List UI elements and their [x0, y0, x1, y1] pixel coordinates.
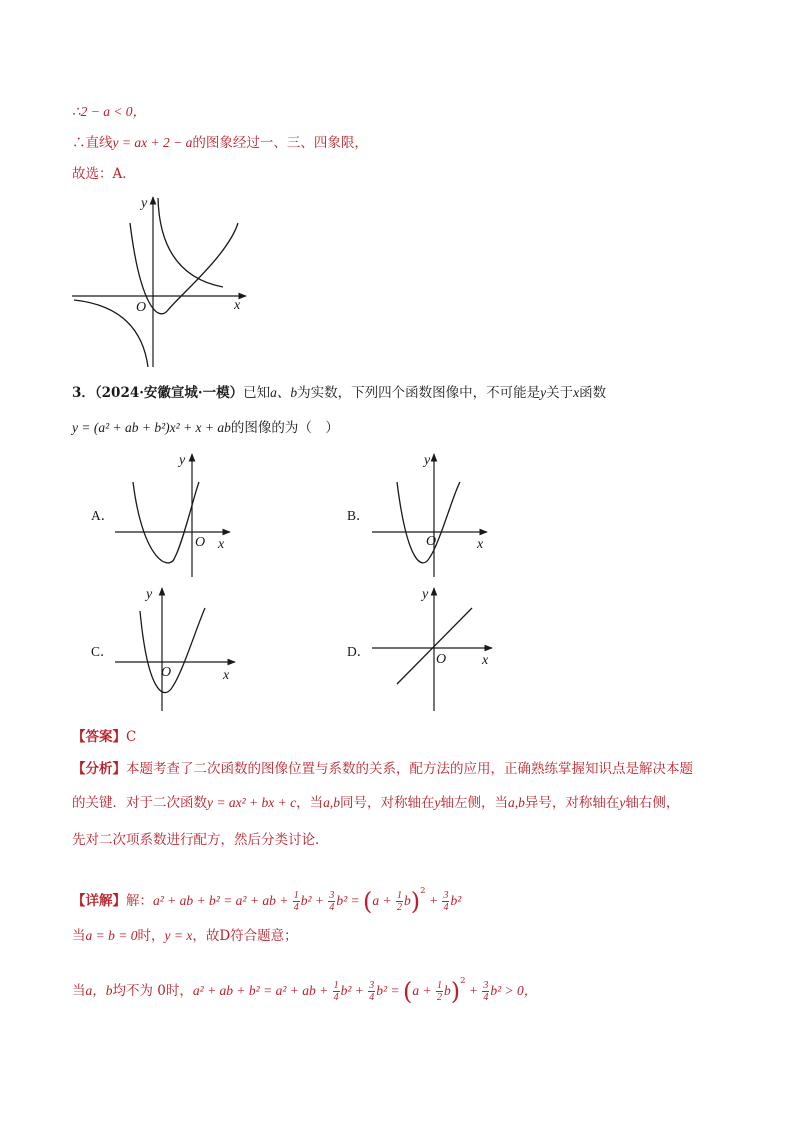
analysis-ab-2: a,b	[507, 795, 525, 810]
case1-d: D	[219, 928, 231, 944]
frac-den: 4	[293, 902, 299, 913]
question-3-stem	[72, 383, 606, 403]
detail-frac-2	[328, 890, 335, 913]
detail-paren-a: a +	[372, 893, 396, 908]
option-c-graph[interactable]	[115, 586, 240, 711]
line2-prefix: ∴直线	[72, 135, 113, 151]
detail-frac-half	[396, 890, 403, 913]
question-formula: y = (a² + ab + b²)x² + x + ab	[72, 420, 231, 435]
analysis-text-2f: 轴右侧，	[625, 795, 680, 811]
case2-frac-1	[333, 980, 340, 1003]
stem-vars: a、b	[270, 385, 298, 400]
option-c-label[interactable]: C．	[91, 644, 114, 659]
option-a-graph[interactable]	[115, 452, 235, 577]
question-tail: 的图像的为（ ）	[230, 420, 339, 436]
conclusion-line-1	[72, 102, 146, 122]
detail-tag: 【详解】	[72, 893, 126, 909]
case1-e: 符合题意；	[230, 928, 298, 944]
x-axis-label: x	[477, 537, 484, 552]
analysis-text-2d: 轴左侧，当	[440, 795, 508, 811]
case2-frac-2	[368, 980, 375, 1003]
case2-eq-mid2: b² =	[376, 983, 403, 998]
detail-paren-b: b	[404, 893, 411, 908]
choice-suffix: ．	[122, 166, 136, 182]
analysis-tag: 【分析】	[72, 761, 126, 777]
hyperbola-q1	[158, 198, 223, 287]
detail-eq-mid1: b² +	[300, 893, 328, 908]
analysis-text-2b: ，当	[296, 795, 324, 811]
stem-text-1: 已知	[243, 385, 271, 401]
detail-intro: 解：	[126, 893, 153, 909]
answer-line	[72, 727, 136, 747]
frac-den: 4	[369, 992, 375, 1003]
line2-formula: y = ax + 2 − a	[112, 135, 193, 150]
y-axis-label: y	[179, 453, 186, 468]
analysis-y-1: y	[434, 795, 441, 810]
frac-num: 1	[436, 980, 442, 991]
case2-a: 当	[72, 983, 86, 999]
option-d-graph[interactable]	[372, 586, 497, 711]
detail-line: 【详解】解：a² + ab + b² = a² + ab + $\frac{1}{4}$ b² + $\frac{3}{4}$ b² = (a + $\frac{1}{2}$ b)$^2$ + $\frac{3}{4}$ b²	[72, 886, 462, 916]
x-axis-label: x	[234, 298, 241, 313]
detail-eq-tail: b²	[450, 893, 462, 908]
answer-value: C	[126, 729, 137, 745]
question-3-formula-line	[72, 418, 339, 438]
frac-den: 2	[436, 992, 442, 1003]
y-axis-label: y	[424, 453, 431, 468]
choice-prefix: 故选：	[72, 166, 113, 182]
case2-paren-b: b	[443, 983, 451, 998]
frac-den: 4	[443, 902, 449, 913]
frac-num: 1	[397, 890, 403, 901]
analysis-text-2e: 异号，对称轴在	[524, 795, 620, 811]
frac-num: 1	[293, 890, 299, 901]
case1-b: 时，	[137, 928, 165, 944]
case2-eq-left: a² + ab + b² = a² + ab +	[192, 983, 332, 998]
detail-eq-mid2: b² =	[336, 893, 364, 908]
choice-answer: A	[112, 166, 123, 182]
parabola	[397, 482, 460, 563]
case1-result: y = x	[164, 928, 193, 943]
detail-eq-left: a² + ab + b² = a² + ab +	[153, 893, 292, 908]
option-a-label[interactable]: A．	[91, 508, 115, 523]
case2-b: 均不为 0时，	[112, 983, 193, 999]
analysis-formula: y = ax² + bx + c	[207, 795, 297, 810]
case-2-line: 当a，b均不为 0时，a² + ab + b² = a² + ab + $\frac{1}{4}$ b² + $\frac{3}{4}$ b² = (a + $\frac{1}{2}$ b)$^2$ + $\frac{3}{4}$ b² > 0，	[72, 976, 538, 1006]
option-b-label[interactable]: B．	[347, 508, 370, 523]
y-axis-label: y	[141, 196, 148, 211]
origin-label: O	[426, 534, 437, 549]
analysis-ab-1: a,b	[323, 795, 340, 810]
answer-tag: 【答案】	[72, 729, 126, 745]
frac-num: 3	[443, 890, 449, 901]
frac-den: 4	[483, 992, 489, 1003]
stem-text-2: 为实数，下列四个函数图像中，不可能是	[297, 385, 541, 401]
inequality-text: ∴2 − a < 0，	[72, 104, 147, 119]
origin-label: O	[195, 535, 206, 550]
y-axis-label: y	[422, 587, 429, 602]
frac-den: 2	[397, 902, 403, 913]
question-number: 3．	[72, 385, 95, 401]
stem-x: x	[573, 385, 580, 400]
x-axis-label: x	[223, 668, 230, 683]
frac-num: 3	[329, 890, 335, 901]
option-d-label[interactable]: D．	[347, 644, 371, 659]
stem-y: y	[540, 385, 547, 400]
question-source: （2024·安徽宣城·一模）	[94, 385, 244, 401]
analysis-line-2	[72, 793, 679, 813]
frac-num: 3	[483, 980, 489, 991]
conclusion-line-2	[72, 133, 368, 153]
stem-text-3: 关于	[546, 385, 574, 401]
analysis-text-2a: 的关键．对于二次函数	[72, 795, 207, 811]
stem-text-4: 函数	[579, 385, 607, 401]
origin-label: O	[161, 665, 172, 680]
case2-frac-3	[482, 980, 489, 1003]
detail-frac-3	[442, 890, 449, 913]
detail-frac-1	[293, 890, 300, 913]
case2-frac-half	[436, 980, 443, 1003]
frac-num: 1	[333, 980, 339, 991]
analysis-text-1: 本题考查了二次函数的图像位置与系数的关系，配方法的应用，正确熟练掌握知识点是解决本题	[126, 761, 693, 777]
case2-exp: 2	[460, 976, 466, 986]
y-axis-label: y	[146, 587, 153, 602]
analysis-text-2c: 同号，对称轴在	[339, 795, 435, 811]
parabola	[140, 608, 205, 693]
parabola	[133, 482, 199, 563]
top-function-graph	[68, 195, 248, 370]
frac-den: 4	[329, 902, 335, 913]
x-axis-label: x	[482, 653, 489, 668]
analysis-line-3	[72, 830, 329, 850]
origin-label: O	[136, 300, 147, 315]
frac-num: 3	[369, 980, 375, 991]
case1-c: ，故	[192, 928, 220, 944]
case2-eq-mid1: b² +	[340, 983, 368, 998]
analysis-y-2: y	[619, 795, 626, 810]
analysis-text-3: 先对二次项系数进行配方，然后分类讨论．	[72, 832, 329, 848]
detail-exp: 2	[420, 886, 426, 896]
conclusion-line-3	[72, 164, 136, 184]
case2-paren-a: a +	[412, 983, 435, 998]
x-axis-label: x	[218, 537, 225, 552]
detail-plus: +	[425, 893, 442, 908]
case2-plus: +	[465, 983, 482, 998]
line2-suffix: 的图象经过一、三、四象限，	[192, 135, 368, 151]
case-1-line	[72, 926, 298, 946]
case2-eq-tail: b² > 0，	[490, 983, 538, 998]
origin-label: O	[436, 652, 447, 667]
case2-vars: a，b	[85, 983, 113, 998]
option-b-graph[interactable]	[372, 452, 492, 577]
case1-cond: a = b = 0	[85, 928, 138, 943]
frac-den: 4	[333, 992, 339, 1003]
analysis-line-1	[72, 759, 693, 779]
case1-a: 当	[72, 928, 86, 944]
